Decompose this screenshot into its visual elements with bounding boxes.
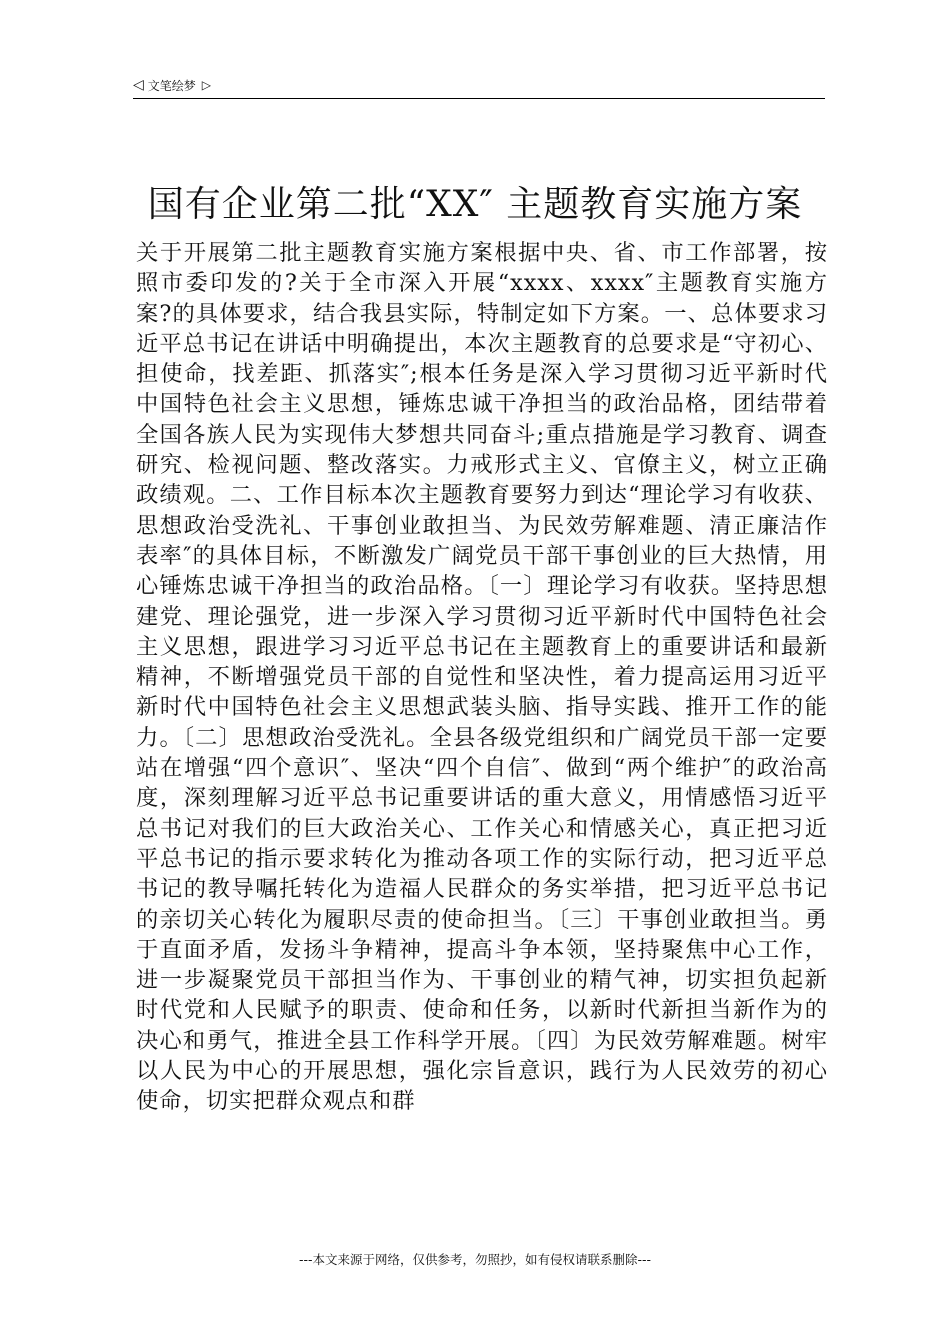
header-brand-row [133,74,825,96]
page-header [133,74,825,99]
triangle-left-icon: ◁ [133,77,144,93]
document-body: 关于开展第二批主题教育实施方案根据中央、省、市工作部署，按照市委印发的?关于全市深入开展“xxxx、xxxx″主题教育实施方案?的具体要求，结合我县实际，特制定如下方案。一、总体要求习近平总书记在讲话中明确提出，本次主题教育的总要求是“守初心、担使命，找差距、抓落实″;根本任务是深入学习贯彻习近平新时代中国特色社会主义思想，锤炼忠诚干净担当的政治品格，团结带着全国各族人民为实现伟大梦想共同奋斗;重点措施是学习教育、调查研究、检视问题、整改落实。力戒形式主义、官僚主义，树立正确政绩观。二、工作目标本次主题教育要努力到达“理论学习有收获、思想政治受洗礼、干事创业敢担当、为民效劳解难题、清正廉洁作表率″的具体目标，不断激发广阔党员干部干事创业的巨大热情，用心锤炼忠诚干净担当的政治品格。〔一〕理论学习有收获。坚持思想建党、理论强党，进一步深入学习贯彻习近平新时代中国特色社会主义思想，跟进学习习近平总书记在主题教育上的重要讲话和最新精神，不断增强党员干部的自觉性和坚决性，着力提高运用习近平新时代中国特色社会主义思想武装头脑、指导实践、推开工作的能力。〔二〕思想政治受洗礼。全县各级党组织和广阔党员干部一定要站在增强“四个意识″、坚决“四个自信″、做到“两个维护″的政治高度，深刻理解习近平总书记重要讲话的重大意义，用情感悟习近平总书记对我们的巨大政治关心、工作关心和情感关心，真正把习近平总书记的指示要求转化为推动各项工作的实际行动，把习近平总书记的教导嘱托转化为造福人民群众的务实举措，把习近平总书记的亲切关心转化为履职尽责的使命担当。〔三〕干事创业敢担当。勇于直面矛盾，发扬斗争精神，提高斗争本领，坚持聚焦中心工作，进一步凝聚党员干部担当作为、干事创业的精气神，切实担负起新时代党和人民赋予的职责、使命和任务，以新时代新担当新作为的决心和勇气，推进全县工作科学开展。〔四〕为民效劳解难题。树牢以人民为中心的开展思想，强化宗旨意识，践行为人民效劳的初心使命，切实把群众观点和群 [136,240,828,1115]
header-brand-text: 文笔绘梦 [147,78,196,93]
triangle-right-icon: ▷ [201,78,212,92]
document-title: 国有企业第二批“XX″ 主题教育实施方案 [147,184,803,225]
footer-notice: ---本文来源于网络，仅供参考，勿照抄，如有侵权请联系删除--- [298,1252,652,1267]
